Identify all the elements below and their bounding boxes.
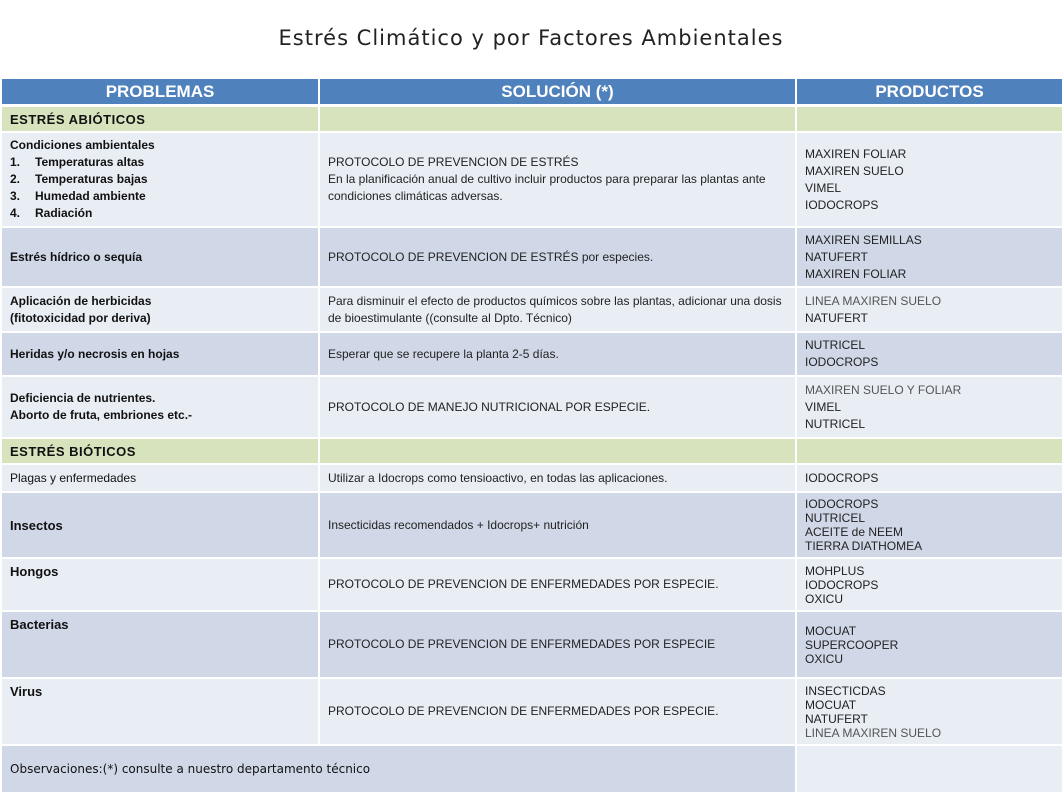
- problem-cell: Estrés hídrico o sequía: [1, 227, 319, 287]
- solution-cell: PROTOCOLO DE PREVENCION DE ENFERMEDADES POR ESPECIE: [319, 611, 796, 678]
- table-row: [1, 492, 1062, 558]
- observations-row: [1, 745, 1062, 793]
- table-row: [1, 464, 1062, 492]
- table-row: [1, 287, 1062, 332]
- problem-cell: Aplicación de herbicidas (fitotoxicidad por deriva): [1, 287, 319, 332]
- page-title: Estrés Climático y por Factores Ambientales: [278, 26, 784, 50]
- table-row: [1, 227, 1062, 287]
- table-row: [1, 558, 1062, 611]
- table-row: [1, 132, 1062, 227]
- table-row: [1, 332, 1062, 376]
- problem-cell: [1, 132, 319, 227]
- products-cell: NUTRICEL IODOCROPS: [796, 332, 1062, 376]
- solution-cell: PROTOCOLO DE MANEJO NUTRICIONAL POR ESPECIE.: [319, 376, 796, 438]
- solution-cell: PROTOCOLO DE PREVENCION DE ENFERMEDADES POR ESPECIE.: [319, 678, 796, 745]
- table-row: [1, 611, 1062, 678]
- list-item: 1. Temperaturas altas: [10, 155, 145, 169]
- problem-title: Condiciones ambientales: [10, 138, 155, 152]
- problem-list: [10, 154, 310, 222]
- section-abioticos: [1, 106, 1062, 133]
- table-row: [1, 376, 1062, 438]
- header-solucion: SOLUCIÓN (*): [319, 78, 796, 106]
- products-cell: LINEA MAXIREN SUELO NATUFERT: [796, 287, 1062, 332]
- products-cell: IODOCROPS NUTRICEL ACEITE de NEEM TIERRA DIATHOMEA: [796, 492, 1062, 558]
- products-cell: IODOCROPS: [796, 464, 1062, 492]
- section-bioticos: [1, 438, 1062, 464]
- solution-cell: Utilizar a Idocrops como tensioactivo, en todas las aplicaciones.: [319, 464, 796, 492]
- list-item: 4. Radiación: [10, 206, 93, 220]
- products-cell: MAXIREN FOLIAR MAXIREN SUELO VIMEL IODOCROPS: [796, 132, 1062, 227]
- products-cell: INSECTICDAS MOCUAT NATUFERT LINEA MAXIREN SUELO: [796, 678, 1062, 745]
- table-header: [1, 78, 1062, 106]
- header-problemas: PROBLEMAS: [1, 78, 319, 106]
- products-cell: MAXIREN SUELO Y FOLIAR VIMEL NUTRICEL: [796, 376, 1062, 438]
- products-cell: MOHPLUS IODOCROPS OXICU: [796, 558, 1062, 611]
- table-row: [1, 678, 1062, 745]
- problem-cell: Insectos: [1, 492, 319, 558]
- list-item: 3. Humedad ambiente: [10, 189, 146, 203]
- solution-cell: PROTOCOLO DE PREVENCION DE ENFERMEDADES POR ESPECIE.: [319, 558, 796, 611]
- products-cell: MOCUAT SUPERCOOPER OXICU: [796, 611, 1062, 678]
- header-productos: PRODUCTOS: [796, 78, 1062, 106]
- section-label: ESTRÉS BIÓTICOS: [1, 438, 319, 464]
- problem-cell: Hongos: [1, 558, 319, 611]
- section-label: ESTRÉS ABIÓTICOS: [1, 106, 319, 133]
- problem-cell: Plagas y enfermedades: [1, 464, 319, 492]
- products-cell: MAXIREN SEMILLAS NATUFERT MAXIREN FOLIAR: [796, 227, 1062, 287]
- problem-cell: Deficiencia de nutrientes. Aborto de fruta, embriones etc.-: [1, 376, 319, 438]
- solution-cell: Insecticidas recomendados + Idocrops+ nutrición: [319, 492, 796, 558]
- problem-cell: Heridas y/o necrosis en hojas: [1, 332, 319, 376]
- stress-table: [0, 77, 1062, 794]
- solution-cell: PROTOCOLO DE PREVENCION DE ESTRÉS por especies.: [319, 227, 796, 287]
- solution-cell: Para disminuir el efecto de productos químicos sobre las plantas, adicionar una dosis de bioestimulante ((consulte al Dpto. Técnico): [319, 287, 796, 332]
- problem-cell: Virus: [1, 678, 319, 745]
- solution-cell: Esperar que se recupere la planta 2-5 días.: [319, 332, 796, 376]
- observations-text: Observaciones:(*) consulte a nuestro departamento técnico: [1, 745, 796, 793]
- problem-cell: Bacterias: [1, 611, 319, 678]
- list-item: 2. Temperaturas bajas: [10, 172, 148, 186]
- solution-cell: PROTOCOLO DE PREVENCION DE ESTRÉS En la planificación anual de cultivo incluir productos para preparar las plantas ante condiciones climáticas adversas.: [319, 132, 796, 227]
